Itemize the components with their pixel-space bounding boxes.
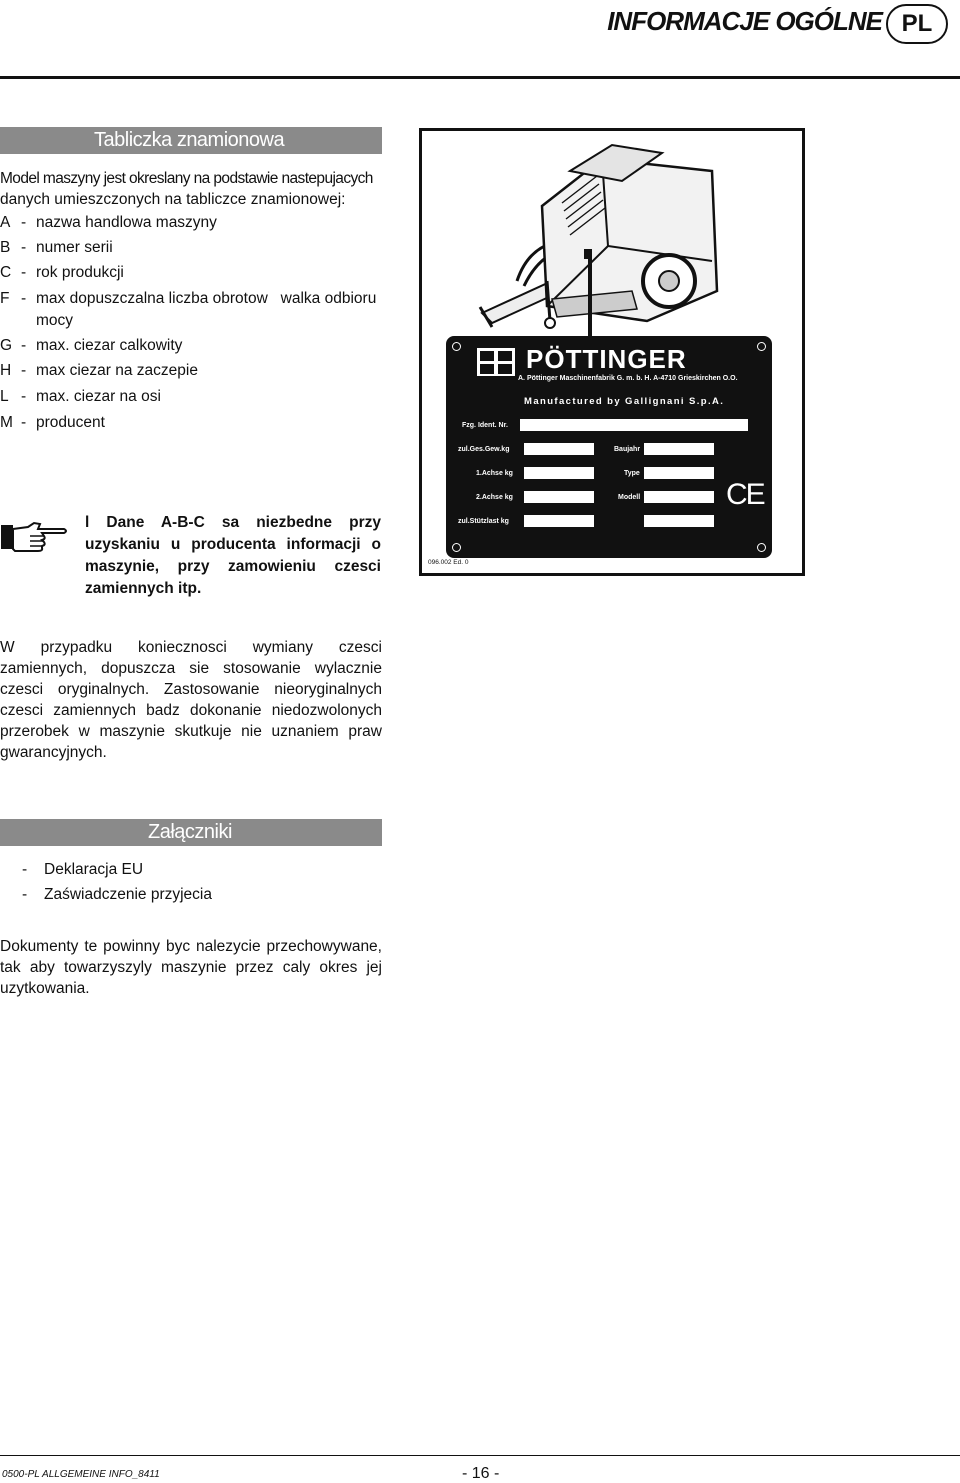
poettinger-logo-icon [476,347,516,377]
nameplate-manufactured-by: Manufactured by Gallignani S.p.A. [524,396,725,407]
page-header-title: INFORMACJE OGÓLNE [607,6,882,36]
list-item: M - producent [0,414,105,431]
screw-hole [757,543,766,552]
nameplate-figure [419,128,805,576]
intro-line-1: Model maszyny jest okreslany na podstawie nastepujacych [0,170,373,187]
field-box-extra [644,515,714,527]
footer-doc-code: 0500-PL ALLGEMEINE INFO_8411 [2,1469,160,1480]
important-note: l Dane A-B-C sa niezbedne przy uzyskaniu u producenta informacji o maszynie, przy zamowieniu czesci zamiennych itp. [85,514,381,597]
field-label-stuetz: zul.Stützlast kg [458,518,509,525]
list-item: G - max. ciezar calkowity [0,337,183,354]
field-label-type: Type [624,470,640,477]
screw-hole [452,543,461,552]
screw-hole [757,342,766,351]
field-label-baujahr: Baujahr [614,446,641,453]
field-box-baujahr [644,443,714,455]
field-box-gesgew [524,443,594,455]
figure-code: 096.002 Ed. 0 [428,559,469,566]
screw-hole [452,342,461,351]
page-number: - 16 - [462,1465,500,1482]
intro-line-2: danych umieszczonych na tabliczce znamionowej: [0,191,346,208]
field-label-modell: Modell [618,494,641,501]
list-item-continuation: mocy [36,312,74,329]
pointing-hand-icon [0,520,70,554]
list-item: L - max. ciezar na osi [0,388,161,405]
field-box-achse1 [524,467,594,479]
section-heading-nameplate [0,127,382,154]
nameplate-maker-line: A. Pöttinger Maschinenfabrik G. m. b. H. A-4710 Grieskirchen O.O. [518,375,738,382]
list-item: A - nazwa handlowa maszyny [0,214,217,231]
list-item: B - numer serii [0,239,113,256]
list-item: H - max ciezar na zaczepie [0,362,198,379]
language-badge: PL [886,4,948,44]
field-box-type [644,467,714,479]
field-box-ident [520,419,748,431]
field-label-achse2: 2.Achse kg [476,494,513,501]
header-rule [0,76,960,79]
section-heading-nameplate-text: Tabliczka znamionowa [94,129,285,151]
field-box-stuetz [524,515,594,527]
attachment-item: - Zaświadczenie przyjecia [22,886,212,903]
footer-rule [0,1455,960,1456]
ce-mark: CE [726,478,764,511]
closing-paragraph: Dokumenty te powinny byc nalezycie przechowywane, tak aby towarzyszyly maszynie przez caly okres jej uzytkowania. [0,938,382,997]
attachment-item: - Deklaracja EU [22,861,144,878]
list-item: C - rok produkcji [0,264,124,281]
nameplate-brand: PÖTTINGER [526,344,687,374]
field-label-ident: Fzg. Ident. Nr. [462,422,508,429]
field-label-achse1: 1.Achse kg [476,470,513,477]
field-box-achse2 [524,491,594,503]
nameplate [446,336,772,558]
list-item: F - max dopuszczalna liczba obrotow walka odbioru [0,290,377,307]
section-heading-attachments [0,819,382,846]
field-box-modell [644,491,714,503]
warranty-paragraph: W przypadku koniecznosci wymiany czesci zamiennych, dopuszcza sie stosowanie wylacznie czesci oryginalnych. Zastosowanie nieoryginalnych czesci zamiennych badz dokonanie niedozwolonych przerobek w maszynie skutkuje nie uznaniem praw gwarancyjnych. [0,639,382,761]
field-label-gesgew: zul.Ges.Gew.kg [458,446,510,453]
section-heading-attachments-text: Załączniki [148,821,232,843]
